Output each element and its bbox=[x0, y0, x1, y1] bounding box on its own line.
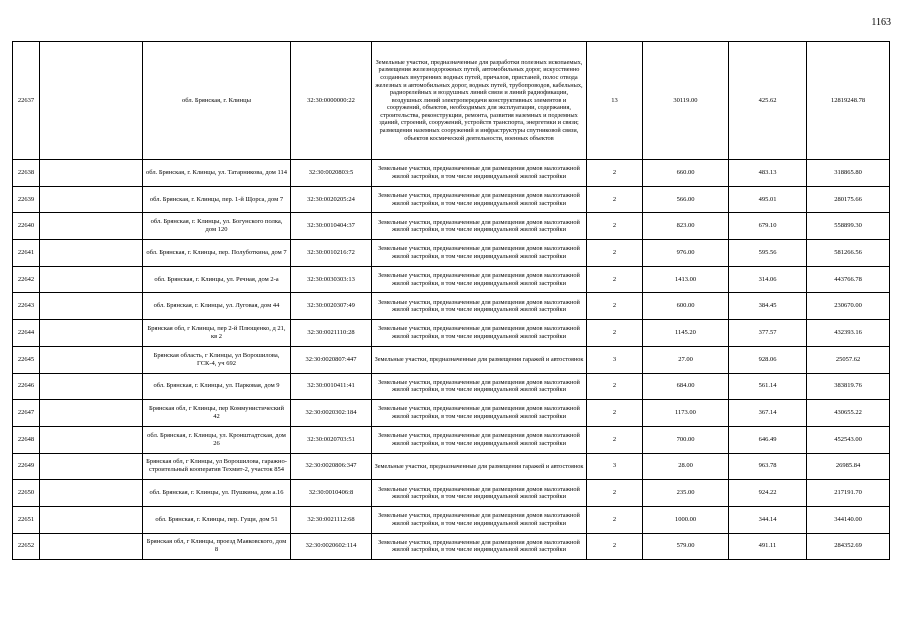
row-number-cell: 22644 bbox=[13, 320, 40, 347]
use-group-cell: 2 bbox=[587, 293, 643, 320]
area-cell: 684.00 bbox=[643, 373, 729, 400]
permitted-use-cell: Земельные участки, предназначенные для размещения гаражей и автостоянок bbox=[372, 346, 587, 373]
cadastral-value-cell: 581266.56 bbox=[807, 240, 890, 267]
empty-cell bbox=[40, 320, 143, 347]
cadastral-number-cell: 32:30:0020602:114 bbox=[291, 533, 372, 560]
area-cell: 235.00 bbox=[643, 480, 729, 507]
row-number-cell: 22639 bbox=[13, 186, 40, 213]
cadastral-number-cell: 32:30:0010404:37 bbox=[291, 213, 372, 240]
area-cell: 823.00 bbox=[643, 213, 729, 240]
unit-value-cell: 561.14 bbox=[729, 373, 807, 400]
cadastral-number-cell: 32:30:0020302:184 bbox=[291, 400, 372, 427]
area-cell: 1145.20 bbox=[643, 320, 729, 347]
cadastral-value-cell: 383819.76 bbox=[807, 373, 890, 400]
row-number-cell: 22648 bbox=[13, 426, 40, 453]
address-cell: Брянская обл, г Клинцы, пер 2-й Плющенко, д 21, кв 2 bbox=[143, 320, 291, 347]
cadastral-value-cell: 280175.66 bbox=[807, 186, 890, 213]
use-group-cell: 2 bbox=[587, 160, 643, 187]
address-cell: Брянская область, г Клинцы, ул Ворошилова, ГСК-4, уч 692 bbox=[143, 346, 291, 373]
permitted-use-cell: Земельные участки, предназначенные для размещения домов малоэтажной жилой застройки, в том числе индивидуальной жилой застройки bbox=[372, 400, 587, 427]
empty-cell bbox=[40, 346, 143, 373]
address-cell: обл. Брянская, г. Клинцы, ул. Татарникова, дом 114 bbox=[143, 160, 291, 187]
permitted-use-cell: Земельные участки, предназначенные для размещения домов малоэтажной жилой застройки, в том числе индивидуальной жилой застройки bbox=[372, 293, 587, 320]
use-group-cell: 2 bbox=[587, 266, 643, 293]
address-cell: обл. Брянская, г. Клинцы, пер. Полуботкина, дом 7 bbox=[143, 240, 291, 267]
table-row bbox=[13, 266, 890, 293]
row-number-cell: 22641 bbox=[13, 240, 40, 267]
use-group-cell: 2 bbox=[587, 400, 643, 427]
permitted-use-cell: Земельные участки, предназначенные для размещения гаражей и автостоянок bbox=[372, 453, 587, 480]
table-row bbox=[13, 453, 890, 480]
address-cell: обл. Брянская, г. Клинцы, ул. Кронштадтская, дом 26 bbox=[143, 426, 291, 453]
row-number-cell: 22642 bbox=[13, 266, 40, 293]
row-number-cell: 22638 bbox=[13, 160, 40, 187]
unit-value-cell: 646.49 bbox=[729, 426, 807, 453]
table-row bbox=[13, 320, 890, 347]
row-number-cell: 22646 bbox=[13, 373, 40, 400]
cadastral-value-cell: 25057.62 bbox=[807, 346, 890, 373]
use-group-cell: 2 bbox=[587, 320, 643, 347]
cadastral-number-cell: 32:30:0020703:51 bbox=[291, 426, 372, 453]
permitted-use-cell: Земельные участки, предназначенные для размещения домов малоэтажной жилой застройки, в том числе индивидуальной жилой застройки bbox=[372, 320, 587, 347]
use-group-cell: 13 bbox=[587, 42, 643, 160]
cadastral-value-cell: 12819248.78 bbox=[807, 42, 890, 160]
empty-cell bbox=[40, 293, 143, 320]
area-cell: 600.00 bbox=[643, 293, 729, 320]
cadastral-number-cell: 32:30:0020807:447 bbox=[291, 346, 372, 373]
empty-cell bbox=[40, 213, 143, 240]
cadastral-value-cell: 284352.69 bbox=[807, 533, 890, 560]
area-cell: 28.00 bbox=[643, 453, 729, 480]
unit-value-cell: 679.10 bbox=[729, 213, 807, 240]
row-number-cell: 22647 bbox=[13, 400, 40, 427]
empty-cell bbox=[40, 506, 143, 533]
empty-cell bbox=[40, 426, 143, 453]
address-cell: обл. Брянская, г. Клинцы, ул. Парковая, дом 9 bbox=[143, 373, 291, 400]
address-cell: обл. Брянская, г. Клинцы, ул. Речная, дом 2-а bbox=[143, 266, 291, 293]
row-number-cell: 22652 bbox=[13, 533, 40, 560]
cadastral-value-cell: 344140.00 bbox=[807, 506, 890, 533]
address-cell: Брянская обл, г Клинцы, пер Коммунистический 42 bbox=[143, 400, 291, 427]
address-cell: обл. Брянская, г. Клинцы bbox=[143, 42, 291, 160]
unit-value-cell: 495.01 bbox=[729, 186, 807, 213]
permitted-use-cell: Земельные участки, предназначенные для размещения домов малоэтажной жилой застройки, в том числе индивидуальной жилой застройки bbox=[372, 426, 587, 453]
table-row bbox=[13, 480, 890, 507]
cadastral-value-cell: 318865.80 bbox=[807, 160, 890, 187]
permitted-use-cell: Земельные участки, предназначенные для размещения домов малоэтажной жилой застройки, в том числе индивидуальной жилой застройки bbox=[372, 213, 587, 240]
area-cell: 700.00 bbox=[643, 426, 729, 453]
cadastral-number-cell: 32:30:0021110:28 bbox=[291, 320, 372, 347]
table-row bbox=[13, 373, 890, 400]
address-cell: обл. Брянская, г. Клинцы, пер. 1-й Щорса, дом 7 bbox=[143, 186, 291, 213]
cadastral-number-cell: 32:30:0000000:22 bbox=[291, 42, 372, 160]
permitted-use-cell: Земельные участки, предназначенные для размещения домов малоэтажной жилой застройки, в том числе индивидуальной жилой застройки bbox=[372, 506, 587, 533]
table-row bbox=[13, 426, 890, 453]
empty-cell bbox=[40, 400, 143, 427]
row-number-cell: 22643 bbox=[13, 293, 40, 320]
empty-cell bbox=[40, 453, 143, 480]
area-cell: 1413.00 bbox=[643, 266, 729, 293]
use-group-cell: 2 bbox=[587, 426, 643, 453]
area-cell: 1000.00 bbox=[643, 506, 729, 533]
cadastral-number-cell: 32:30:0020806:347 bbox=[291, 453, 372, 480]
empty-cell bbox=[40, 266, 143, 293]
empty-cell bbox=[40, 42, 143, 160]
address-cell: Брянская обл, г Клинцы, ул Ворошилова, гаражно-строительный кооператив Техмит-2, участок 854 bbox=[143, 453, 291, 480]
use-group-cell: 3 bbox=[587, 346, 643, 373]
row-number-cell: 22637 bbox=[13, 42, 40, 160]
cadastral-number-cell: 32:30:0020205:24 bbox=[291, 186, 372, 213]
table-row bbox=[13, 533, 890, 560]
cadastral-number-cell: 32:30:0010216:72 bbox=[291, 240, 372, 267]
permitted-use-cell: Земельные участки, предназначенные для размещения домов малоэтажной жилой застройки, в том числе индивидуальной жилой застройки bbox=[372, 186, 587, 213]
unit-value-cell: 367.14 bbox=[729, 400, 807, 427]
row-number-cell: 22651 bbox=[13, 506, 40, 533]
row-number-cell: 22649 bbox=[13, 453, 40, 480]
unit-value-cell: 425.62 bbox=[729, 42, 807, 160]
row-number-cell: 22645 bbox=[13, 346, 40, 373]
row-number-cell: 22650 bbox=[13, 480, 40, 507]
table-row bbox=[13, 240, 890, 267]
cadastral-value-cell: 558899.30 bbox=[807, 213, 890, 240]
use-group-cell: 2 bbox=[587, 373, 643, 400]
table-row bbox=[13, 160, 890, 187]
unit-value-cell: 314.06 bbox=[729, 266, 807, 293]
use-group-cell: 2 bbox=[587, 480, 643, 507]
permitted-use-cell: Земельные участки, предназначенные для размещения домов малоэтажной жилой застройки, в том числе индивидуальной жилой застройки bbox=[372, 480, 587, 507]
unit-value-cell: 344.14 bbox=[729, 506, 807, 533]
permitted-use-cell: Земельные участки, предназначенные для размещения домов малоэтажной жилой застройки, в том числе индивидуальной жилой застройки bbox=[372, 160, 587, 187]
permitted-use-cell: Земельные участки, предназначенные для размещения домов малоэтажной жилой застройки, в том числе индивидуальной жилой застройки bbox=[372, 266, 587, 293]
cadastral-value-cell: 217191.70 bbox=[807, 480, 890, 507]
address-cell: обл. Брянская, г. Клинцы, ул. Луговая, дом 44 bbox=[143, 293, 291, 320]
table-row bbox=[13, 42, 890, 160]
area-cell: 30119.00 bbox=[643, 42, 729, 160]
unit-value-cell: 963.78 bbox=[729, 453, 807, 480]
permitted-use-cell: Земельные участки, предназначенные для размещения домов малоэтажной жилой застройки, в том числе индивидуальной жилой застройки bbox=[372, 533, 587, 560]
table-row bbox=[13, 186, 890, 213]
land-registry-table bbox=[12, 41, 890, 560]
permitted-use-cell: Земельные участки, предназначенные для размещения домов малоэтажной жилой застройки, в том числе индивидуальной жилой застройки bbox=[372, 373, 587, 400]
table-row bbox=[13, 400, 890, 427]
address-cell: обл. Брянская, г. Клинцы, пер. Гущи, дом 51 bbox=[143, 506, 291, 533]
permitted-use-cell: Земельные участки, предназначенные для разработки полезных ископаемых, размещения железнодорожных путей, автомобильных дорог, искусственно созданных внутренних водных путей, причалов, пристаней, полос отвода железных и автомобильных дорог, водных путей, трубопроводов, кабельных, радиорелейных и воздушных линий связи и линий радиофикации, воздушных линий электропередачи конструктивных элементов и сооружений, объектов, необходимых для эксплуатации, содержания, строительства, реконструкции, ремонта, развития наземных и подземных зданий, строений, сооружений, устройств транспорта, энергетики и связи; размещения наземных сооружений и инфраструктуры спутниковой связи, объектов космической деятельности, военных объектов bbox=[372, 42, 587, 160]
permitted-use-cell: Земельные участки, предназначенные для размещения домов малоэтажной жилой застройки, в том числе индивидуальной жилой застройки bbox=[372, 240, 587, 267]
area-cell: 976.00 bbox=[643, 240, 729, 267]
table-row bbox=[13, 213, 890, 240]
table-row bbox=[13, 346, 890, 373]
table-row bbox=[13, 293, 890, 320]
empty-cell bbox=[40, 533, 143, 560]
empty-cell bbox=[40, 186, 143, 213]
table-body bbox=[13, 42, 890, 560]
page-number: 1163 bbox=[871, 17, 891, 28]
address-cell: Брянская обл, г Клинцы, проезд Маяковского, дом 8 bbox=[143, 533, 291, 560]
cadastral-number-cell: 32:30:0010411:41 bbox=[291, 373, 372, 400]
cadastral-number-cell: 32:30:0020307:49 bbox=[291, 293, 372, 320]
row-number-cell: 22640 bbox=[13, 213, 40, 240]
unit-value-cell: 491.11 bbox=[729, 533, 807, 560]
cadastral-value-cell: 26985.84 bbox=[807, 453, 890, 480]
use-group-cell: 2 bbox=[587, 240, 643, 267]
use-group-cell: 2 bbox=[587, 506, 643, 533]
empty-cell bbox=[40, 373, 143, 400]
use-group-cell: 2 bbox=[587, 186, 643, 213]
use-group-cell: 2 bbox=[587, 533, 643, 560]
unit-value-cell: 924.22 bbox=[729, 480, 807, 507]
area-cell: 566.00 bbox=[643, 186, 729, 213]
use-group-cell: 2 bbox=[587, 213, 643, 240]
use-group-cell: 3 bbox=[587, 453, 643, 480]
empty-cell bbox=[40, 480, 143, 507]
empty-cell bbox=[40, 240, 143, 267]
cadastral-value-cell: 443766.78 bbox=[807, 266, 890, 293]
cadastral-value-cell: 432393.16 bbox=[807, 320, 890, 347]
area-cell: 1173.00 bbox=[643, 400, 729, 427]
cadastral-value-cell: 230670.00 bbox=[807, 293, 890, 320]
unit-value-cell: 928.06 bbox=[729, 346, 807, 373]
area-cell: 660.00 bbox=[643, 160, 729, 187]
cadastral-number-cell: 32:30:0030303:13 bbox=[291, 266, 372, 293]
cadastral-number-cell: 32:30:0010406:8 bbox=[291, 480, 372, 507]
cadastral-value-cell: 430655.22 bbox=[807, 400, 890, 427]
unit-value-cell: 377.57 bbox=[729, 320, 807, 347]
unit-value-cell: 384.45 bbox=[729, 293, 807, 320]
unit-value-cell: 595.56 bbox=[729, 240, 807, 267]
table-row bbox=[13, 506, 890, 533]
area-cell: 579.00 bbox=[643, 533, 729, 560]
cadastral-number-cell: 32:30:0020803:5 bbox=[291, 160, 372, 187]
empty-cell bbox=[40, 160, 143, 187]
unit-value-cell: 483.13 bbox=[729, 160, 807, 187]
address-cell: обл. Брянская, г. Клинцы, ул. Пушкина, дом а.16 bbox=[143, 480, 291, 507]
cadastral-value-cell: 452543.00 bbox=[807, 426, 890, 453]
cadastral-number-cell: 32:30:0021112:68 bbox=[291, 506, 372, 533]
area-cell: 27.00 bbox=[643, 346, 729, 373]
address-cell: обл. Брянская, г. Клинцы, ул. Богунского полка, дом 120 bbox=[143, 213, 291, 240]
